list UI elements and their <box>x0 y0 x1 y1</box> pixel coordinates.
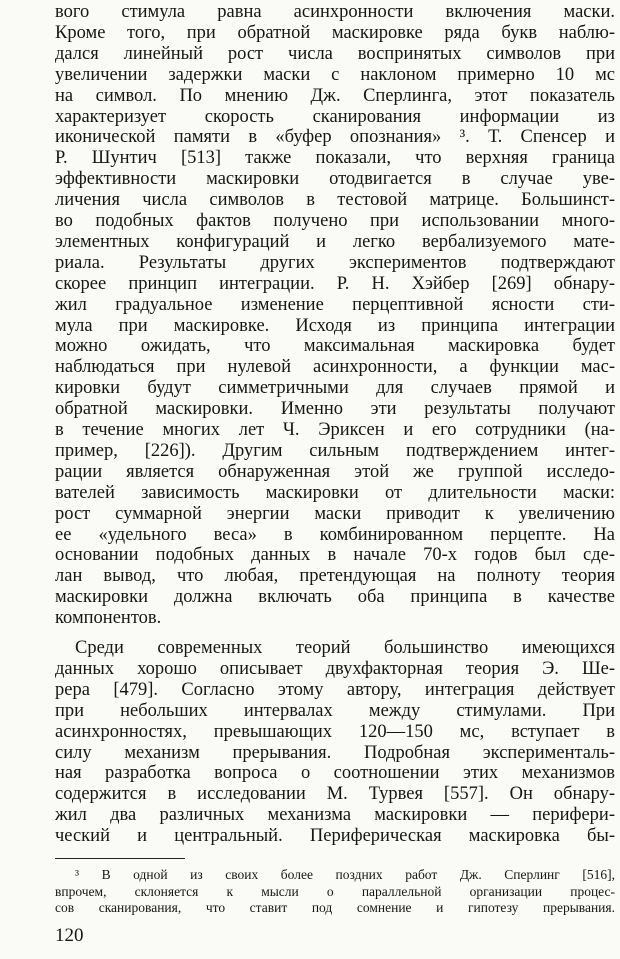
text-line: жил градуальное изменение перцептивной ясности сти- <box>55 294 615 315</box>
text-line: вателей зависимость маскировки от длительности маски: <box>55 482 615 503</box>
text-line: рера [479]. Согласно этому автору, интеграция действует <box>55 679 615 700</box>
text-line: жил два различных механизма маскировки — перифери- <box>55 805 615 826</box>
text-line: вого стимула равна асинхронности включения маски. <box>55 2 615 22</box>
text-line: в течение многих лет Ч. Эриксен и его сотрудники (на- <box>55 420 615 440</box>
text-line: можно ожидать, что максимальная маскировка будет <box>55 336 615 357</box>
text-line: рации является обнаруженная этой же группой исследо- <box>55 461 615 482</box>
text-line: Р. Шунтич [513] также показали, что верхняя граница <box>55 148 615 169</box>
text-line: мула при маскировке. Исходя из принципа интеграции <box>55 315 615 336</box>
text-line: пример, [226]). Другим сильным подтверждением интег- <box>55 440 615 461</box>
text-line: при небольших интервалах между стимулами. При <box>55 700 615 721</box>
page-number: 120 <box>55 925 84 946</box>
text-line: наблюдаться при нулевой асинхронности, а функции мас- <box>55 357 615 378</box>
footnote-line: впрочем, склоняется к мысли о параллельной организации процес- <box>55 883 615 899</box>
footnote-line: ³ В одной из своих более поздних работ Дж. Сперлинг [516], <box>75 867 615 882</box>
text-line: лан вывод, что любая, претендующая на полноту теория <box>55 566 615 587</box>
text-line: маскировки должна включать оба принципа в качестве <box>55 587 615 608</box>
text-line: ее «удельного веса» в комбинированном перцепте. На <box>55 524 615 545</box>
text-line: обратной маскировки. Именно эти результаты получают <box>55 399 615 420</box>
text-line: компонентов. <box>55 608 162 629</box>
text-line: риала. Результаты других экспериментов подтверждают <box>55 252 615 273</box>
text-line: во подобных фактов получено при использовании много- <box>55 211 615 231</box>
text-line: ная разработка вопроса о соотношении этих механизмов <box>55 763 615 784</box>
text-line: личения числа символов в тестовой матрице. Большинст- <box>55 190 615 211</box>
text-line: Кроме того, при обратной маскировке ряда букв наблю- <box>55 22 615 43</box>
text-line: асинхронностях, превышающих 120—150 мс, вступает в <box>55 721 615 742</box>
text-line: увеличении задержки маски с наклоном примерно 10 мс <box>55 64 615 85</box>
footnote-rule <box>55 858 185 859</box>
text-line: основании подобных данных в начале 70-х годов был сде- <box>55 545 615 566</box>
text-line: ческий и центральный. Периферическая маскировка бы- <box>55 826 615 847</box>
text-line: Среди современных теорий большинство имеющихся <box>75 638 615 658</box>
text-line: рост суммарной энергии маски приводит к увеличению <box>55 503 615 524</box>
text-line: эффективности маскировки отодвигается в случае уве- <box>55 169 615 190</box>
text-line: на символ. По мнению Дж. Сперлинга, этот показатель <box>55 85 615 106</box>
text-line: данных хорошо описывает двухфакторная теория Э. Ше- <box>55 658 615 679</box>
footnote-line: сов сканирования, что ставит под сомнение и гипотезу прерывания. <box>55 900 615 915</box>
text-line: содержится в исследовании М. Турвея [557]. Он обнару- <box>55 784 615 805</box>
text-line: характеризует скорость сканирования информации из <box>55 106 615 127</box>
text-line: силу механизм прерывания. Подробная эксперименталь- <box>55 742 615 763</box>
text-line: скорее принцип интеграции. Р. Н. Хэйбер [269] обнару- <box>55 273 615 294</box>
text-line: кировки будут симметричными для случаев прямой и <box>55 378 615 399</box>
text-line: дался линейный рост числа воспринятых символов при <box>55 43 615 64</box>
text-line: иконической памяти в «буфер опознания» ³. Т. Спенсер и <box>55 127 615 148</box>
text-line: элементных конфигураций и легко вербализуемого мате- <box>55 231 615 252</box>
